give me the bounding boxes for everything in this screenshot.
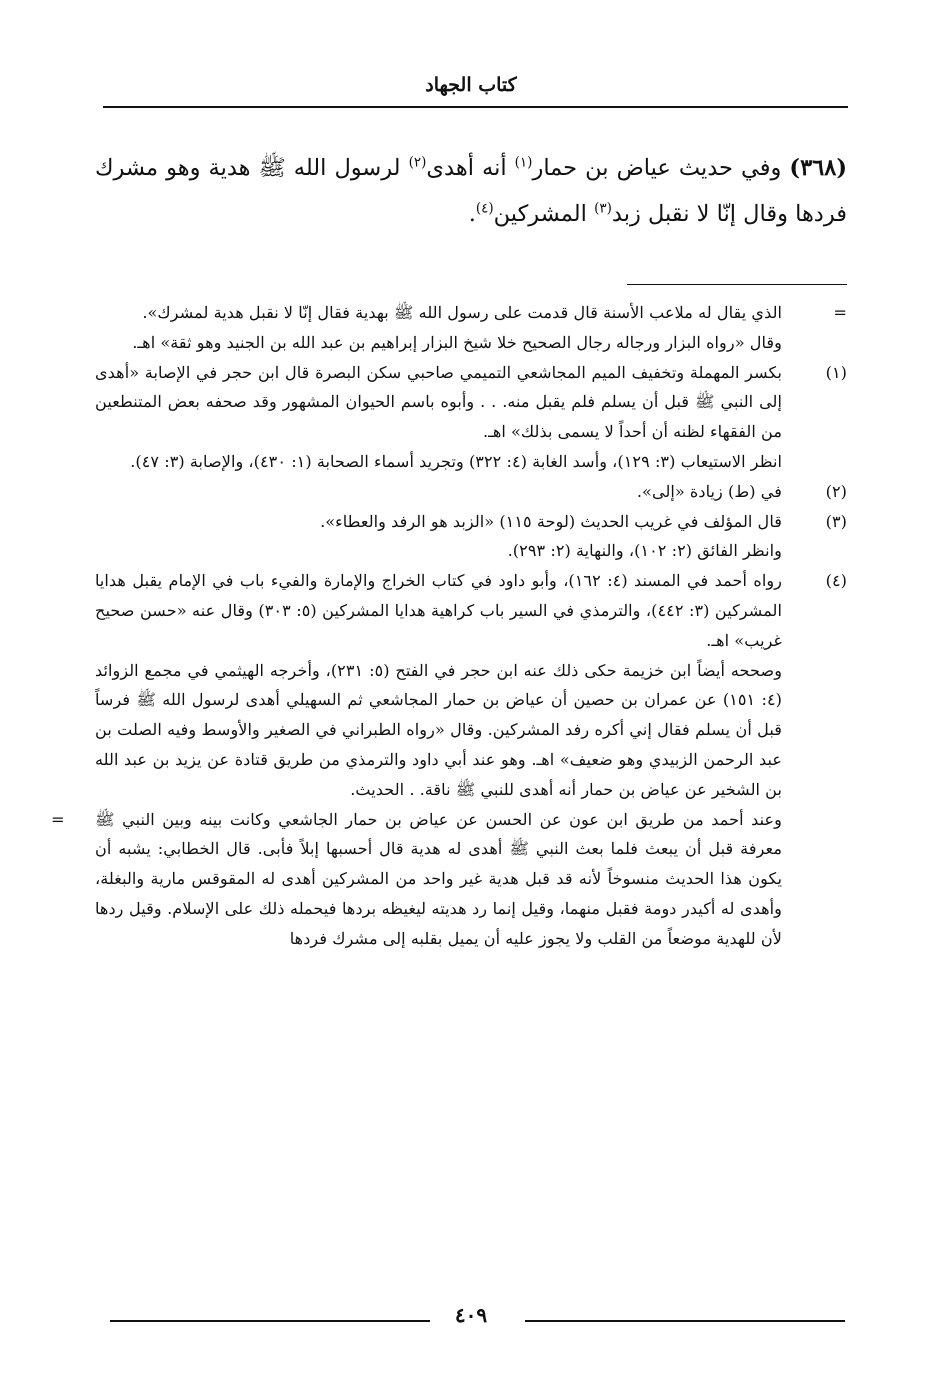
footnote-paragraph: وانظر الفائق (٢: ١٠٢)، والنهاية (٢: ٢٩٣). [507,541,782,561]
footnote-4 [95,566,847,655]
footnote-2 [95,477,847,507]
hadith-segment: أنه أهدى [426,155,507,181]
hadith-text [95,145,847,237]
continuation-mark: = [51,809,65,829]
footnote-paragraph: بكسر المهملة وتخفيف الميم المجاشعي التميمي صاحبي سكن البصرة قال ابن حجر في الإصابة «أهدى إلى النبي ﷺ قبل أن يسلم فلم يقبل منه. . . وأبوه باسم الحيوان المشهور وقد صحفه بعض المتنطعين من الفقهاء لظنه أن أحداً لا يسمى بذلك» اهـ. [95,362,782,442]
hadith-end: . [468,201,476,227]
footnote-mark: = [833,303,847,322]
footnote-body [95,507,782,567]
footnote-paragraph: انظر الاستيعاب (٣: ١٢٩)، وأسد الغابة (٤: ٣٢٢) وتجريد أسماء الصحابة (١: ٤٣٠)، والإصابة (٣: ٤٧). [130,451,782,471]
header-rule [103,106,848,108]
footnote-paragraph-last [51,805,782,954]
footnote-paragraph: وصححه أيضاً ابن خزيمة حكى ذلك عنه ابن حجر في الفتح (٥: ٢٣١)، وأخرجه الهيثمي في مجمع الزوائد (٤: ١٥١) عن عمران بن حصين أن عياض بن حمار المجاشعي ثم السهيلي أهدى لرسول الله ﷺ فرساً قبل أن يسلم فقال إني أكره رفد المشركين. وقال «رواه الطبراني في الصغير والأوسط وفيه الصلت بن عبد الرحمن الزبيدي وهو ضعيف» اهـ. وهو عند أبي داود والترمذي من طريق قتادة عن يزيد بن عبد الله بن الشخير عن عياض بن حمار أنه أهدى للنبي ﷺ ناقة. . الحديث. [95,660,783,799]
footnote-1 [95,358,847,477]
page-number: ٤٠٩ [454,1303,488,1327]
footnote-paragraph: رواه أحمد في المسند (٤: ١٦٢)، وأبو داود في كتاب الخراج والإمارة والفيء باب في الإمام يقبل هدايا المشركين (٣: ٤٤٢)، والترمذي في السير باب كراهية هدايا المشركين (٥: ٣٠٣) وقال عنه «حسن صحيح غريب» اهـ. [95,571,782,650]
footnote-body [95,477,782,507]
footnote-4-continued [51,656,783,954]
hadith-number: (٣٦٨) [789,155,847,181]
hadith-segment: المشركين [493,201,587,227]
footnote-mark: (٢) [825,481,847,501]
footnotes [51,298,847,954]
footnote-mark: (١) [825,362,847,382]
footnote-ref-1: (١) [514,154,533,171]
footnote-paragraph: في (ط) زيادة «إلى». [636,481,782,501]
footnote-paragraph: وقال «رواه البزار ورجاله رجال الصحيح خلا شيخ البزار إبراهيم بن عبد الله بن الجنيد وهو ثقة» اهـ. [132,332,782,352]
running-head: كتاب الجهاد [425,74,517,96]
hadith-segment: لرسول الله ﷺ هدية وهو مشرك فردها وقال إنّا لا نقبل زبد [95,155,847,227]
footnote-paragraph: الذي يقال له ملاعب الأسنة قال قدمت على رسول الله ﷺ بهدية فقال إنّا لا نقبل هدية لمشرك». [142,303,782,322]
footnote-ref-4: (٤) [475,200,494,217]
footnote-continuation [95,298,847,358]
footnote-body [95,358,782,477]
hadith-segment: وفي حديث عياض بن حمار [532,155,782,181]
footnote-ref-3: (٣) [594,200,612,217]
page-footer [0,1303,942,1333]
hadith-paragraph [95,145,847,237]
footnote-mark: (٣) [825,511,847,531]
footer-rule-left [110,1320,430,1322]
footnote-separator [627,284,847,285]
footnote-text: وعند أحمد من طريق ابن عون عن الحسن عن عياض بن حمار الجاشعي وكانت بينه وبين النبي ﷺ معرفة قبل أن يبعث فلما بعث النبي ﷺ أهدى له هدية قال أحسبها إبلاً فأبى. قال الخطابي: يشبه أن يكون هذا الحديث منسوخاً لأنه قد قبل هدية غير واحد من المشركين أهدى له المقوقس مارية والبغلة، وأهدى له أكيدر دومة فقبل منهما، وقيل إنما رد هديته ليغيظه بردها فيحمله ذلك على الإسلام. وقيل ردها لأن للهدية موضعاً من القلب ولا يجوز عليه أن يميل بقلبه إلى مشرك فردها [95,809,782,948]
footnote-paragraph: قال المؤلف في غريب الحديث (لوحة ١١٥) «الزبد هو الرفد والعطاء». [320,511,782,531]
footnote-body [95,566,782,655]
footnote-body [95,298,782,358]
footnote-3 [95,507,847,567]
footnote-mark: (٤) [825,571,847,591]
footnote-ref-2: (٢) [408,154,427,171]
